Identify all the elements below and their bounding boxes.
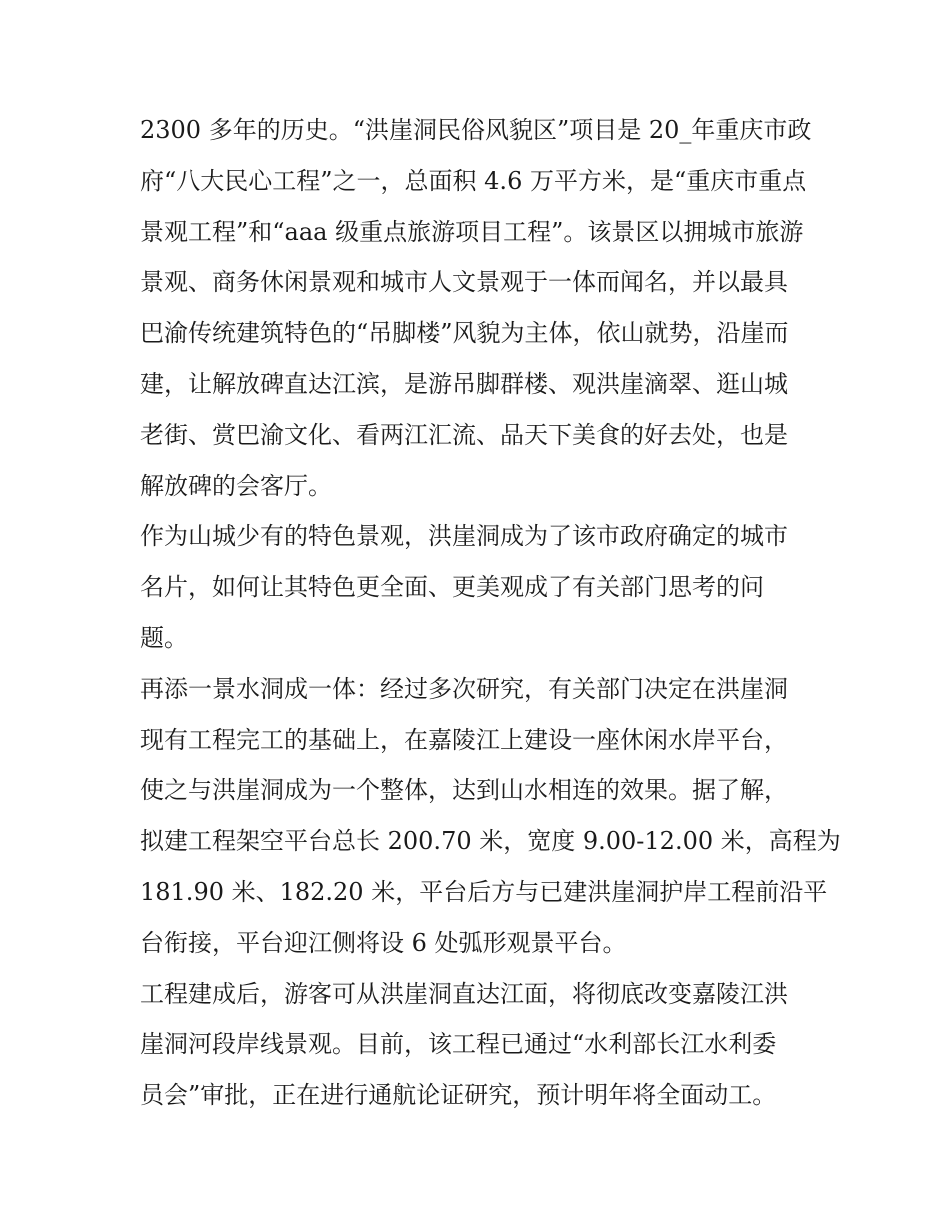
text-line: 府“八大民心工程”之一，总面积 4.6 万平方米，是“重庆市重点: [140, 166, 807, 195]
text-line: 景观工程”和“aaa 级重点旅游项目工程”。该景区以拥城市旅游: [140, 217, 804, 246]
text-line: 题。: [140, 623, 188, 652]
text-line: 181.90 米、182.20 米，平台后方与已建洪崖洞护岸工程前沿平: [140, 877, 828, 906]
text-line: 再添一景水洞成一体：经过多次研究，有关部门决定在洪崖洞: [140, 674, 788, 703]
paragraph-history: [140, 105, 830, 511]
text-line: 解放碑的会客厅。: [140, 471, 332, 500]
text-line: 崖洞河段岸线景观。目前，该工程已通过“水利部长江水利委: [140, 1030, 777, 1059]
text-line: 名片，如何让其特色更全面、更美观成了有关部门思考的问: [140, 573, 764, 602]
text-line: 作为山城少有的特色景观，洪崖洞成为了该市政府确定的城市: [140, 522, 788, 551]
text-line: 建，让解放碑直达江滨，是游吊脚群楼、观洪崖滴翠、逛山城: [140, 369, 788, 398]
text-line: 拟建工程架空平台总长 200.70 米，宽度 9.00-12.00 米，高程为: [140, 827, 841, 856]
text-line: 员会”审批，正在进行通航论证研究，预计明年将全面动工。: [140, 1081, 777, 1110]
text-line: 台衔接，平台迎江侧将设 6 处弧形观景平台。: [140, 928, 627, 957]
text-line: 巴渝传统建筑特色的“吊脚楼”风貌为主体，依山就势，沿崖而: [140, 319, 789, 348]
paragraph-completion: [140, 969, 830, 1121]
text-line: 老街、赏巴渝文化、看两江汇流、品天下美食的好去处，也是: [140, 420, 788, 449]
paragraph-water-platform: [140, 664, 841, 969]
text-line: 工程建成后，游客可从洪崖洞直达江面，将彻底改变嘉陵江洪: [140, 979, 788, 1008]
text-line: 现有工程完工的基础上，在嘉陵江上建设一座休闲水岸平台，: [140, 725, 788, 754]
text-line: 景观、商务休闲景观和城市人文景观于一体而闻名，并以最具: [140, 268, 788, 297]
text-line: 使之与洪崖洞成为一个整体，达到山水相连的效果。据了解，: [140, 776, 788, 805]
document-body: [140, 105, 841, 1121]
paragraph-city-card: [140, 511, 830, 663]
text-line: 2300 多年的历史。“洪崖洞民俗风貌区”项目是 20_年重庆市政: [140, 116, 812, 144]
